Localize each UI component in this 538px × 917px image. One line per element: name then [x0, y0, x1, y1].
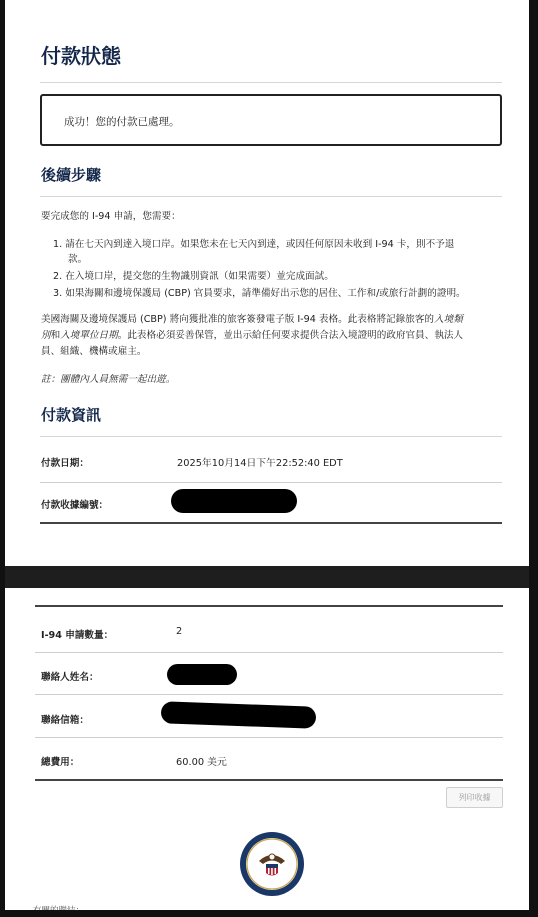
paragraph-text: 和: [50, 330, 61, 341]
cbp-seal-icon: [239, 831, 305, 897]
total-fee-value: 60.00 美元: [176, 757, 227, 768]
next-steps-heading: 後續步驟: [41, 166, 102, 184]
success-message: 成功！您的付款已處理。: [64, 116, 180, 128]
paragraph-text: 美國海關及邊境保護局 (CBP) 將向獲批准的旅客簽發電子版 I-94 表格。此表格將記錄旅客的: [41, 314, 435, 325]
i94-count-value: 2: [176, 626, 183, 637]
total-fee-label: 總費用：: [41, 757, 80, 768]
paragraph-text: 。此表格必須妥善保管，並出示給任何要求提供合法入境證明的政府官員、執法人: [117, 330, 464, 341]
page-break-band: [5, 566, 529, 588]
cbp-paragraph-line3: 員、組織、機構或雇主。: [41, 346, 147, 357]
group-note: 註：團體內人員無需一起出遊。: [41, 374, 176, 385]
paragraph-em: 入境單位日期: [60, 330, 118, 341]
divider: [40, 196, 502, 197]
redaction-mark: [167, 664, 237, 685]
divider: [40, 436, 502, 437]
success-alert: [40, 94, 502, 146]
page-title: 付款狀態: [41, 44, 121, 68]
payment-date-value: 2025年10月14日下午22:52:40 EDT: [177, 458, 343, 469]
page-bottom: [5, 588, 529, 910]
i94-count-label: I-94 申請數量：: [41, 630, 114, 641]
row-divider: [35, 605, 503, 607]
redaction-mark: [161, 701, 317, 728]
photo-frame-edge: [529, 0, 538, 917]
contact-email-label: 聯絡信箱：: [41, 715, 89, 726]
row-divider: [40, 482, 502, 483]
photo-frame-edge: [0, 910, 538, 917]
contact-name-label: 聯絡人姓名：: [41, 672, 99, 683]
paragraph-em: 別: [41, 330, 51, 341]
step-1-cont: 款。: [68, 254, 88, 265]
paragraph-em: 入境類: [434, 314, 463, 325]
step-2: 2. 在入境口岸，提交您的生物識別資訊（如果需要）並完成面試。: [53, 271, 334, 282]
cbp-paragraph-line2: [41, 327, 463, 344]
page-top: [5, 0, 529, 566]
cbp-paragraph-line1: [41, 311, 463, 328]
row-divider: [35, 779, 503, 781]
row-divider: [40, 522, 502, 524]
row-divider: [35, 737, 503, 738]
payment-info-heading: 付款資訊: [41, 406, 102, 424]
print-receipt-button[interactable]: 列印收據: [446, 787, 503, 808]
receipt-number-label: 付款收據編號：: [41, 500, 109, 511]
next-steps-intro: 要完成您的 I-94 申請，您需要：: [41, 211, 181, 222]
row-divider: [35, 652, 503, 653]
row-divider: [35, 694, 503, 695]
step-3: 3. 如果海關和邊境保護局 (CBP) 官員要求，請準備好出示您的居住、工作和/或旅行計劃的證明。: [53, 288, 466, 299]
divider: [40, 82, 502, 83]
step-1: 1. 請在七天內到達入境口岸。如果您未在七天內到達，或因任何原因未收到 I-94 卡，則不予退: [53, 239, 455, 250]
redaction-mark: [171, 489, 297, 513]
payment-date-label: 付款日期：: [41, 458, 89, 469]
